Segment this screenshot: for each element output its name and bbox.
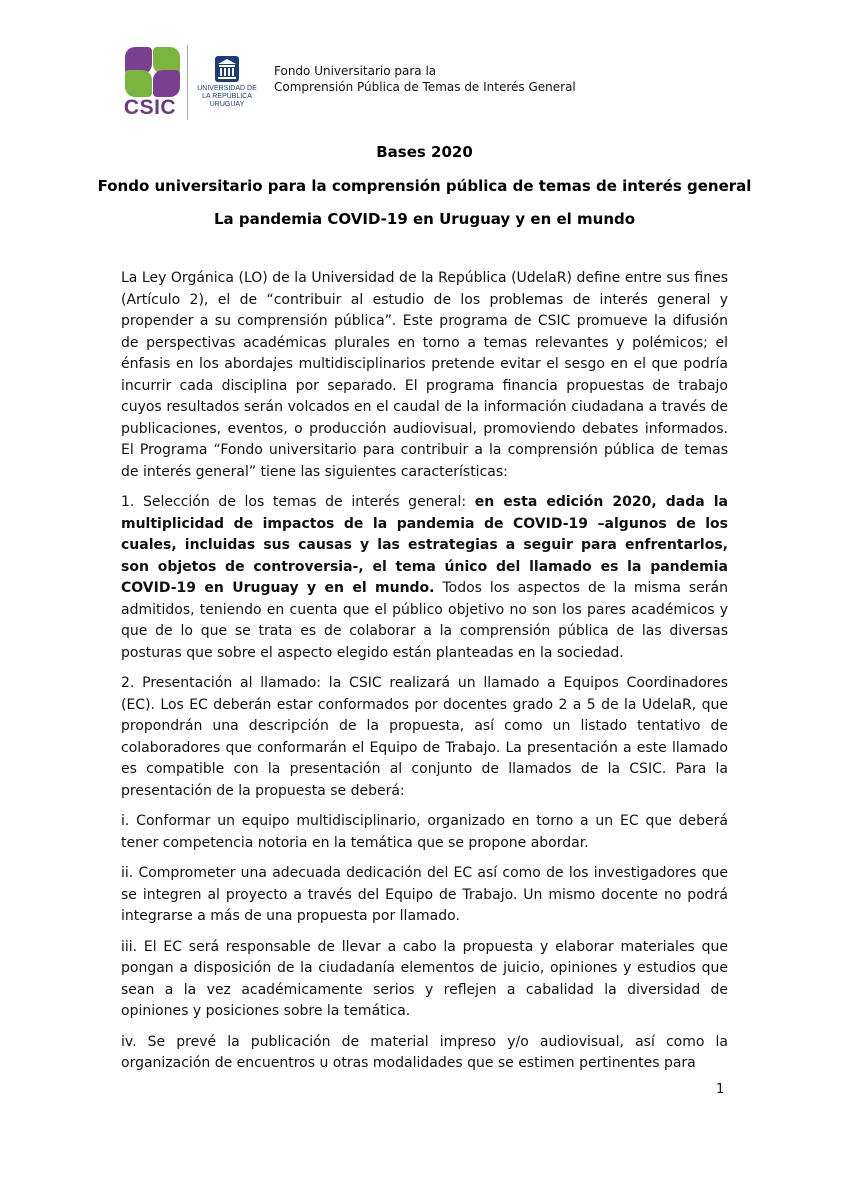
csic-logo-square xyxy=(153,70,180,97)
fund-title-line: Fondo Universitario para la xyxy=(274,64,437,78)
paragraph-sub-iv: iv. Se prevé la publicación de material impreso y/o audiovisual, así como la organización de encuentros u otras modalidades que se estimen pertinentes para xyxy=(121,1033,728,1071)
csic-logo-text: CSIC xyxy=(123,96,177,119)
udelar-logo-text: UNIVERSIDAD DE LA REPÚBLICA URUGUAY xyxy=(197,85,257,108)
paragraph-sub-iii: iii. El EC será responsable de llevar a cabo la propuesta y elaborar materiales que pongan a disposición de la ciudadanía elementos de juicio, opiniones y estudios que sean a la vez académicamente serios y reflejen a cabalidad la diversidad de opiniones y posiciones sobre la temática. xyxy=(121,938,728,1019)
page-number: 1 xyxy=(716,1082,725,1097)
csic-logo-square xyxy=(125,70,152,97)
fund-title-line: Comprensión Pública de Temas de Interés General xyxy=(274,80,576,94)
paragraph-intro: La Ley Orgánica (LO) de la Universidad de la República (UdelaR) define entre sus fines (Artículo 2), el de “contribuir al estudio de los problemas de interés general y propender a su comprensión pública”. Este programa de CSIC promueve la difusión de perspectivas académicas plurales en torno a temas relevantes y polémicos; el énfasis en los abordajes multidisciplinarios pretende evitar el sesgo en el que podría incurrir cada disciplina por separado. El programa financia propuestas de trabajo cuyos resultados serán volcados en el caudal de la información ciudadana a través de publicaciones, eventos, o producción audiovisual, promoviendo debates informados. El Programa “Fondo universitario para contribuir a la comprensión pública de temas de interés general” tiene las siguientes características: xyxy=(121,270,728,480)
csic-logo xyxy=(119,47,181,119)
paragraph-sub-i: i. Conformar un equipo multidisciplinario, organizado en torno a un EC que deberá tener competencia notoria en la temática que se propone abordar. xyxy=(121,813,728,851)
document-body xyxy=(121,268,728,1084)
paragraph-sub-ii: ii. Comprometer una adecuada dedicación del EC así como de los investigadores que se integren al proyecto a través del Equipo de Trabajo. Un mismo docente no podrá integrarse a más de una propuesta por llamado. xyxy=(121,865,728,924)
item-1-bold: en esta edición 2020, dada la multiplicidad de impactos de la pandemia de COVID-19 –algunos de los cuales, incluidas sus causas y las estrategias a seguir para enfrentarlos, son objetos de controversia-, el tema único del llamado es la pandemia COVID-19 en Uruguay y en el mundo. xyxy=(121,494,729,596)
udelar-building-icon xyxy=(214,55,240,83)
item-1-lead: 1. Selección de los temas de interés general: xyxy=(121,494,475,510)
logo-divider xyxy=(187,45,188,120)
title-fondo: Fondo universitario para la comprensión pública de temas de interés general xyxy=(97,177,752,195)
title-pandemia: La pandemia COVID-19 en Uruguay y en el mundo xyxy=(213,210,636,228)
udelar-logo xyxy=(194,55,260,120)
item-1-rest: Todos los aspectos de la misma serán admitidos, teniendo en cuenta que el público objetivo no son los pares académicos y que de lo que se trata es de colaborar a la comprensión pública de las diversas posturas que sobre el aspecto elegido están planteadas en la sociedad. xyxy=(121,580,728,661)
title-bases: Bases 2020 xyxy=(376,143,473,161)
paragraph-item-2: 2. Presentación al llamado: la CSIC realizará un llamado a Equipos Coordinadores (EC). Los EC deberán estar conformados por docentes grado 2 a 5 de la UdelaR, que propondrán una descripción de la propuesta, así como un listado tentativo de colaboradores que conformarán el Equipo de Trabajo. La presentación a este llamado es compatible con la presentación al conjunto de llamados de la CSIC. Para la presentación de la propuesta se deberá: xyxy=(121,675,728,799)
paragraph-item-1 xyxy=(121,492,728,664)
fund-title xyxy=(274,63,576,95)
